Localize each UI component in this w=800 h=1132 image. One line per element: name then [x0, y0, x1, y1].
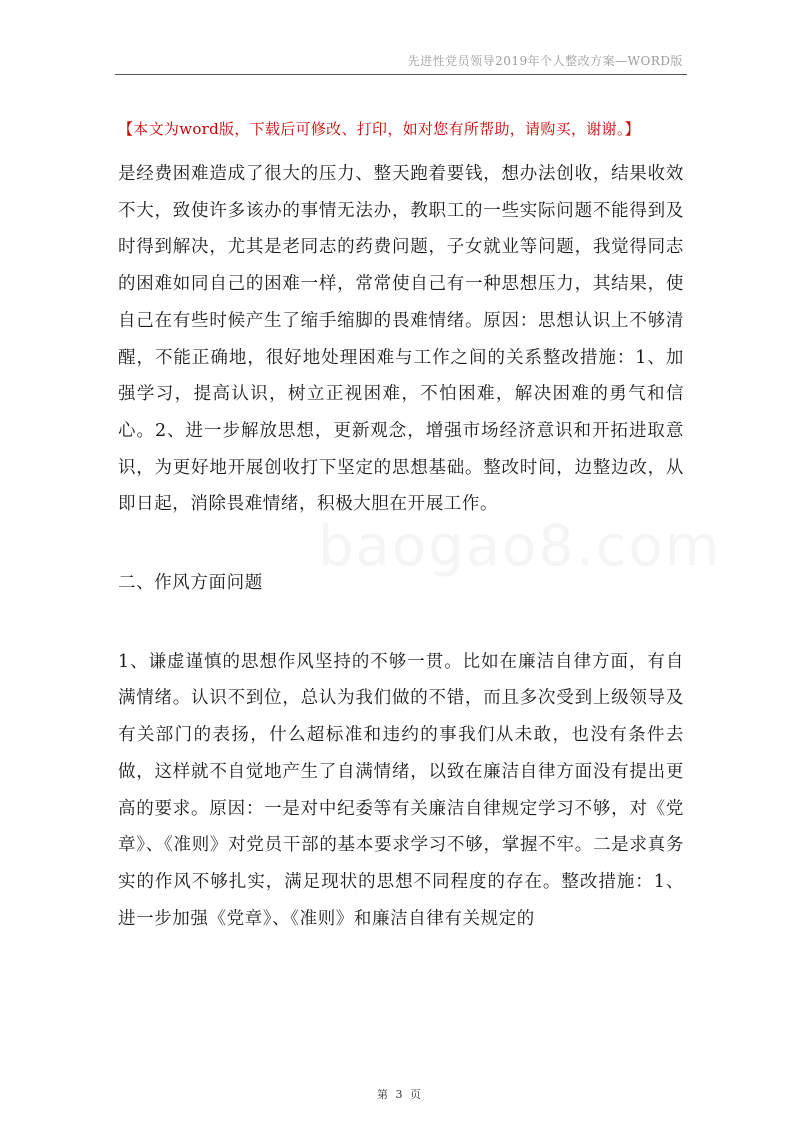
document-body	[118, 156, 684, 937]
body-paragraph-1: 是经费困难造成了很大的压力、整天跑着要钱，想办法创收，结果收效不大，致使许多该办的事情无法办，教职工的一些实际问题不能得到及时得到解决，尤其是老同志的药费问题，子女就业等问题，我觉得同志的困难如同自己的困难一样，常常使自己有一种思想压力，其结果，使自己在有些时候产生了缩手缩脚的畏难情绪。原因：思想认识上不够清醒，不能正确地，很好地处理困难与工作之间的关系整改措施：1、加强学习，提高认识，树立正视困难，不怕困难，解决困难的勇气和信心。2、进一步解放思想，更新观念，增强市场经济意识和开拓进取意识，为更好地开展创收打下坚定的思想基础。整改时间，边整边改，从即日起，消除畏难情绪，积极大胆在开展工作。	[118, 164, 684, 515]
watermark: baogao8.com	[318, 514, 722, 579]
download-notice: 【本文为word版，下载后可修改、打印，如对您有所帮助，请购买，谢谢。】	[118, 120, 640, 138]
page-number: 第 3 页	[377, 1088, 423, 1101]
section-heading: 二、作风方面问题	[118, 573, 263, 594]
body-paragraph-2: 1、谦虚谨慎的思想作风坚持的不够一贯。比如在廉洁自律方面，有自满情绪。认识不到位，总认为我们做的不错，而且多次受到上级领导及有关部门的表扬，什么超标准和违约的事我们从未敢，也没有条件去做，这样就不自觉地产生了自满情绪，以致在廉洁自律方面没有提出更高的要求。原因：一是对中纪委等有关廉洁自律规定学习不够，对《党章》、《准则》对党员干部的基本要求学习不够，掌握不牢。二是求真务实的作风不够扎实，满足现状的思想不同程度的存在。整改措施：1、进一步加强《党章》、《准则》和廉洁自律有关规定的	[118, 651, 684, 929]
document-header-title: 先进性党员领导2019年个人整改方案—WORD版	[407, 54, 683, 68]
header-divider	[115, 74, 687, 75]
